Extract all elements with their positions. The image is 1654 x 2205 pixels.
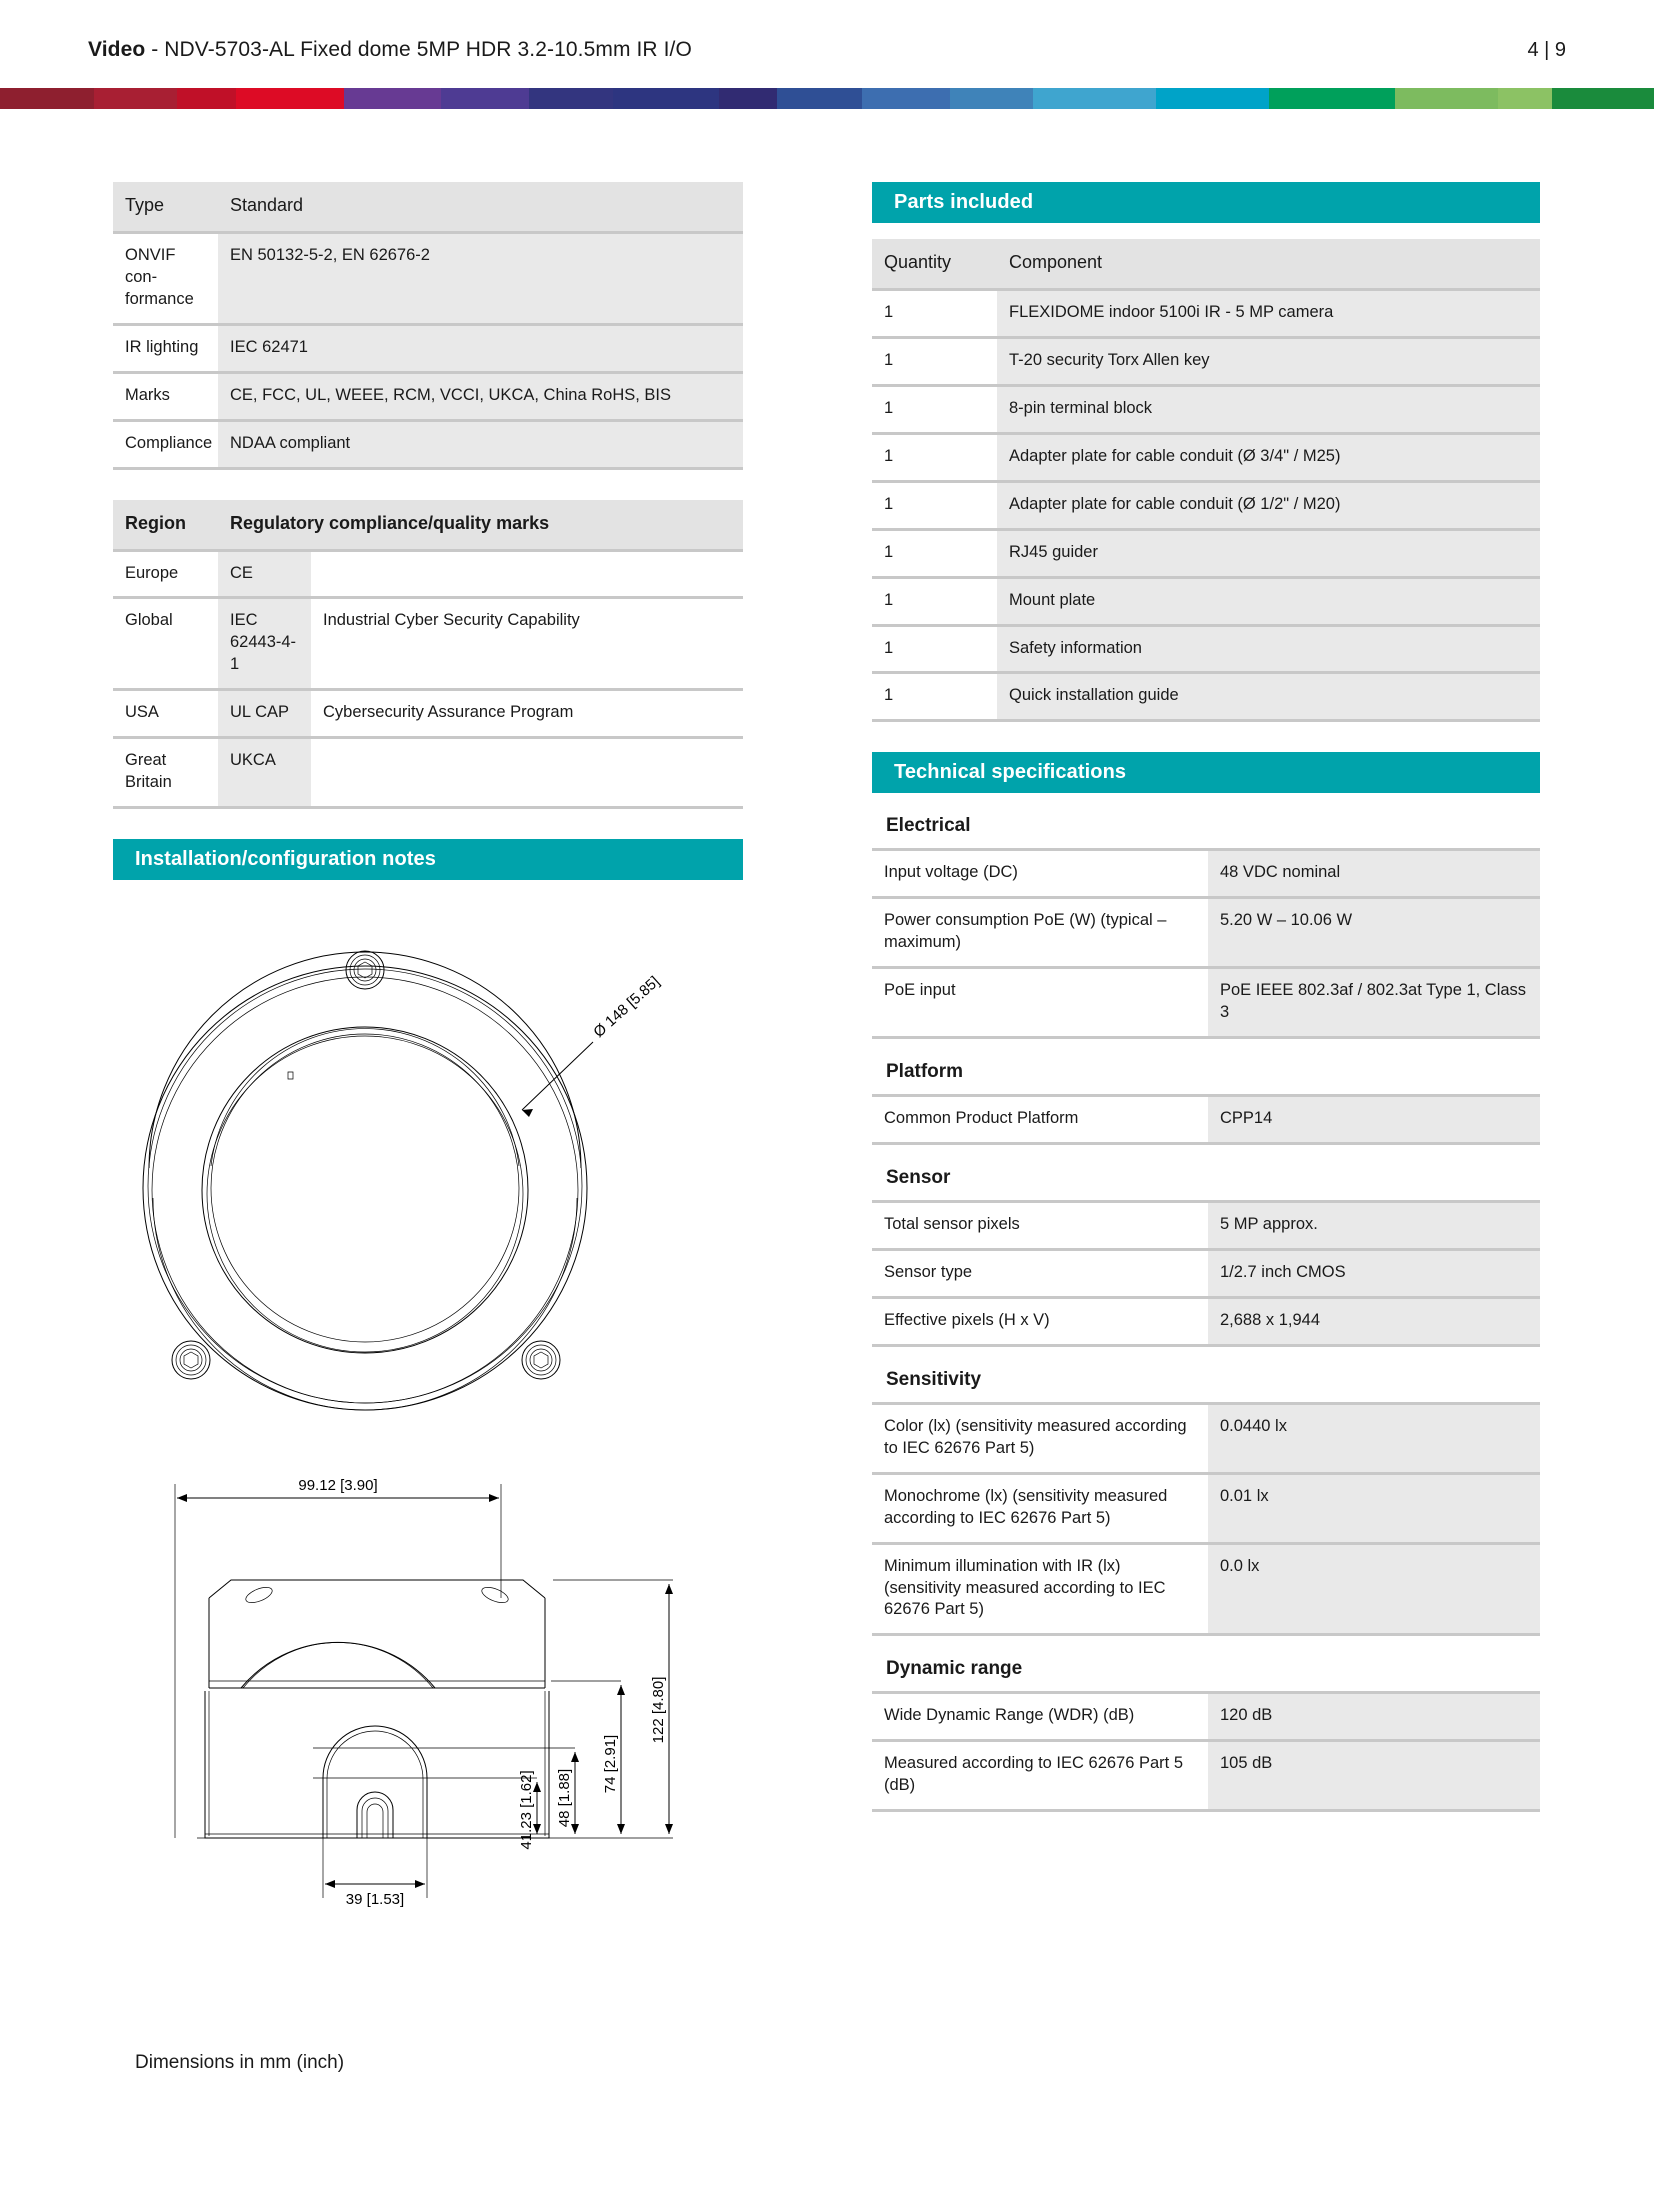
cell-spec-value: 0.01 lx — [1208, 1473, 1540, 1543]
brand-color-bar — [0, 88, 1654, 109]
cell-region: Europe — [113, 550, 218, 598]
color-bar-segment-6 — [529, 88, 613, 109]
cell-spec-value: 5.20 W – 10.06 W — [1208, 898, 1540, 968]
cell-component: RJ45 guider — [997, 529, 1540, 577]
dim-h4-label: 122 [4.80] — [650, 1676, 667, 1744]
color-bar-segment-2 — [177, 88, 235, 109]
column-header-1: Regulatory compliance/quality marks — [218, 500, 743, 550]
cell-quantity: 1 — [872, 481, 997, 529]
torx-screw — [172, 1341, 210, 1379]
table-row — [113, 550, 743, 598]
table-row — [872, 433, 1540, 481]
spec-group-table — [872, 1691, 1540, 1812]
color-bar-segment-16 — [1498, 88, 1552, 109]
dim-base-width-label: 39 [1.53] — [345, 1891, 405, 1909]
cell-component: Safety information — [997, 625, 1540, 673]
cell-mark: IEC 62443-4-1 — [218, 598, 311, 690]
cell-quantity: 1 — [872, 289, 997, 337]
color-bar-segment-0 — [0, 88, 94, 109]
cell-spec-label: Input voltage (DC) — [872, 850, 1208, 898]
cell-quantity: 1 — [872, 625, 997, 673]
color-bar-segment-17 — [1552, 88, 1654, 109]
table-row — [872, 385, 1540, 433]
cell-spec-value: 120 dB — [1208, 1693, 1540, 1741]
cell-spec-value: CPP14 — [1208, 1096, 1540, 1144]
camera-dimension-drawing — [113, 898, 743, 2038]
cell-component: Adapter plate for cable conduit (Ø 3/4" / M25) — [997, 433, 1540, 481]
parts-included-table — [872, 239, 1540, 722]
table-row — [872, 1202, 1540, 1250]
technical-specifications-body — [872, 793, 1540, 1812]
cell-description: Cybersecurity Assurance Program — [311, 690, 743, 738]
table-row — [872, 1403, 1540, 1473]
cell-spec-value: PoE IEEE 802.3af / 802.3at Type 1, Class 3 — [1208, 968, 1540, 1038]
cell-standard: IEC 62471 — [218, 324, 743, 372]
color-bar-segment-11 — [950, 88, 1033, 109]
torx-screw — [346, 951, 384, 989]
cell-quantity: 1 — [872, 433, 997, 481]
color-bar-segment-10 — [862, 88, 950, 109]
top-view-drawing — [143, 951, 663, 1410]
table-row — [113, 232, 743, 324]
cell-spec-label: Common Product Platform — [872, 1096, 1208, 1144]
cell-region: Global — [113, 598, 218, 690]
spacer — [113, 470, 743, 500]
left-column — [113, 182, 743, 2074]
table-row — [872, 1693, 1540, 1741]
table-row — [113, 372, 743, 420]
table-row — [872, 850, 1540, 898]
standards-table — [113, 182, 743, 470]
cell-spec-label: Wide Dynamic Range (WDR) (dB) — [872, 1693, 1208, 1741]
table-row — [872, 1543, 1540, 1635]
table-header-row — [113, 182, 743, 232]
table-row — [872, 1297, 1540, 1345]
cell-description — [311, 738, 743, 808]
page-title-rest: - NDV-5703-AL Fixed dome 5MP HDR 3.2-10.5mm IR I/O — [145, 38, 692, 61]
spec-group-title: Electrical — [886, 815, 971, 837]
color-bar-segment-9 — [777, 88, 862, 109]
color-bar-segment-8 — [719, 88, 777, 109]
cell-spec-label: Total sensor pixels — [872, 1202, 1208, 1250]
cell-spec-value: 0.0 lx — [1208, 1543, 1540, 1635]
table-row — [113, 598, 743, 690]
cell-spec-value: 1/2.7 inch CMOS — [1208, 1249, 1540, 1297]
cell-mark: CE — [218, 550, 311, 598]
region-table — [113, 500, 743, 810]
table-row — [113, 738, 743, 808]
cell-type: Compliance — [113, 420, 218, 468]
cell-component: FLEXIDOME indoor 5100i IR - 5 MP camera — [997, 289, 1540, 337]
cell-spec-value: 2,688 x 1,944 — [1208, 1297, 1540, 1345]
color-bar-segment-13 — [1156, 88, 1269, 109]
color-bar-segment-4 — [344, 88, 441, 109]
column-header-1: Standard — [218, 182, 743, 232]
cell-region: Great Britain — [113, 738, 218, 808]
technical-specifications-banner: Technical specifications — [872, 752, 1540, 793]
cell-spec-label: Effective pixels (H x V) — [872, 1297, 1208, 1345]
cell-spec-label: Power consumption PoE (W) (typical – maximum) — [872, 898, 1208, 968]
table-row — [872, 337, 1540, 385]
cell-component: Mount plate — [997, 577, 1540, 625]
dim-width-top-label: 99.12 [3.90] — [298, 1477, 378, 1495]
page-title-bold: Video — [88, 38, 146, 61]
cell-description: Industrial Cyber Security Capability — [311, 598, 743, 690]
cell-description — [311, 550, 743, 598]
cell-spec-label: Sensor type — [872, 1249, 1208, 1297]
right-column — [872, 182, 1540, 1812]
dim-h3-label: 74 [2.91] — [602, 1734, 619, 1794]
spec-group-table — [872, 848, 1540, 1039]
spec-group-table — [872, 1402, 1540, 1637]
dimensions-caption: Dimensions in mm (inch) — [135, 2052, 345, 2074]
color-bar-segment-5 — [441, 88, 529, 109]
dim-h1-label: 41.23 [1.62] — [518, 1770, 535, 1850]
cell-type: Marks — [113, 372, 218, 420]
spacer — [872, 223, 1540, 239]
page-title — [88, 38, 692, 62]
table-row — [872, 898, 1540, 968]
cell-type: ONVIF con- formance — [113, 232, 218, 324]
cell-standard: NDAA compliant — [218, 420, 743, 468]
table-row — [872, 1249, 1540, 1297]
spec-group-title: Sensitivity — [886, 1368, 982, 1390]
cell-type: IR lighting — [113, 324, 218, 372]
cell-component: Quick installation guide — [997, 673, 1540, 721]
cell-spec-label: Monochrome (lx) (sensitivity measured according to IEC 62676 Part 5) — [872, 1473, 1208, 1543]
spacer — [872, 722, 1540, 752]
table-row — [872, 289, 1540, 337]
cell-quantity: 1 — [872, 337, 997, 385]
cell-spec-value: 48 VDC nominal — [1208, 850, 1540, 898]
column-header-0: Quantity — [872, 239, 997, 289]
spec-group-table — [872, 1094, 1540, 1145]
spec-group-table — [872, 1200, 1540, 1347]
cell-spec-label: PoE input — [872, 968, 1208, 1038]
table-row — [872, 968, 1540, 1038]
table-row — [872, 1096, 1540, 1144]
spec-group-title: Sensor — [886, 1167, 951, 1188]
cell-component: 8-pin terminal block — [997, 385, 1540, 433]
dimension-drawings — [113, 898, 743, 2074]
cell-spec-label: Color (lx) (sensitivity measured according to IEC 62676 Part 5) — [872, 1403, 1208, 1473]
table-header-row — [113, 500, 743, 550]
table-row — [113, 324, 743, 372]
page-number: 4 | 9 — [1527, 38, 1566, 61]
spacer — [113, 809, 743, 839]
cell-mark: UL CAP — [218, 690, 311, 738]
table-row — [872, 529, 1540, 577]
cell-spec-label: Measured according to IEC 62676 Part 5 (dB) — [872, 1741, 1208, 1811]
cell-spec-value: 5 MP approx. — [1208, 1202, 1540, 1250]
cell-quantity: 1 — [872, 529, 997, 577]
cell-component: Adapter plate for cable conduit (Ø 1/2" / M20) — [997, 481, 1540, 529]
table-row — [872, 577, 1540, 625]
spec-group-title: Dynamic range — [886, 1658, 1023, 1680]
cell-quantity: 1 — [872, 385, 997, 433]
table-row — [872, 481, 1540, 529]
column-header-1: Component — [997, 239, 1540, 289]
color-bar-segment-12 — [1033, 88, 1157, 109]
cell-mark: UKCA — [218, 738, 311, 808]
page-header — [0, 30, 1654, 70]
table-row — [872, 625, 1540, 673]
dim-h2-label: 48 [1.88] — [556, 1768, 573, 1828]
cell-spec-label: Minimum illumination with IR (lx) (sensitivity measured according to IEC 62676 Part 5) — [872, 1543, 1208, 1635]
parts-included-banner: Parts included — [872, 182, 1540, 223]
side-view-drawing — [175, 1477, 673, 1908]
cell-quantity: 1 — [872, 673, 997, 721]
cell-spec-value: 0.0440 lx — [1208, 1403, 1540, 1473]
table-row — [872, 1473, 1540, 1543]
table-row — [113, 690, 743, 738]
cell-quantity: 1 — [872, 577, 997, 625]
color-bar-segment-14 — [1269, 88, 1394, 109]
spec-group-title: Platform — [886, 1061, 964, 1083]
installation-notes-banner: Installation/configuration notes — [113, 839, 743, 880]
torx-screw — [522, 1341, 560, 1379]
column-header-0: Region — [113, 500, 218, 550]
cell-region: USA — [113, 690, 218, 738]
table-row — [872, 1741, 1540, 1811]
color-bar-segment-3 — [236, 88, 344, 109]
color-bar-segment-15 — [1395, 88, 1499, 109]
cell-standard: CE, FCC, UL, WEEE, RCM, VCCI, UKCA, China RoHS, BIS — [218, 372, 743, 420]
table-row — [113, 420, 743, 468]
table-row — [872, 673, 1540, 721]
table-header-row — [872, 239, 1540, 289]
color-bar-segment-1 — [94, 88, 177, 109]
color-bar-segment-7 — [613, 88, 719, 109]
cell-component: T-20 security Torx Allen key — [997, 337, 1540, 385]
column-header-0: Type — [113, 182, 218, 232]
cell-spec-value: 105 dB — [1208, 1741, 1540, 1811]
dim-diameter-label: Ø 148 [5.85] — [590, 973, 664, 1042]
cell-standard: EN 50132-5-2, EN 62676-2 — [218, 232, 743, 324]
